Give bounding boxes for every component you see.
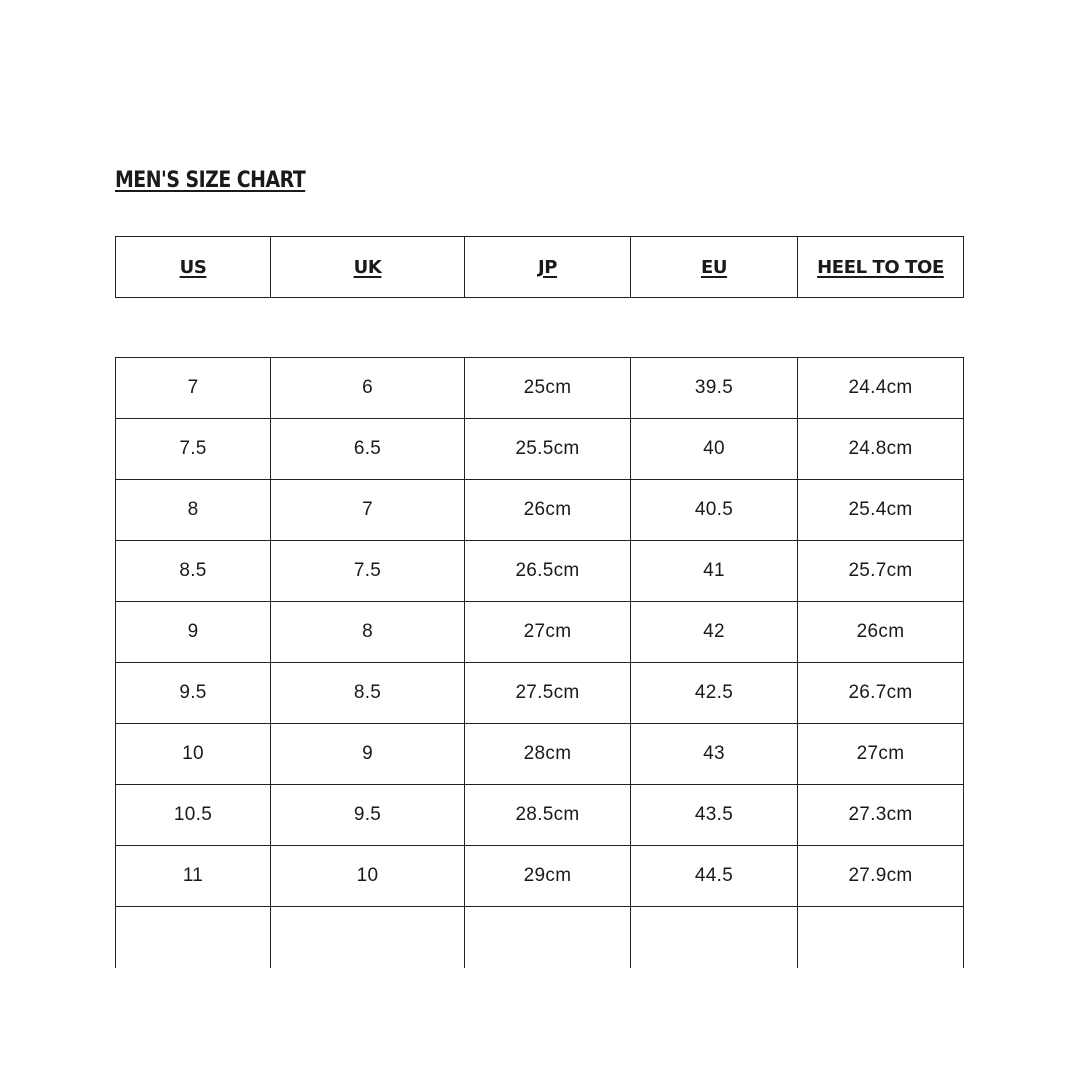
table-row <box>116 724 964 785</box>
cell-us: 7.5 <box>116 419 271 480</box>
cell-us: 7 <box>116 358 271 419</box>
cell-us: 8 <box>116 480 271 541</box>
cell-jp: 26.5cm <box>465 541 631 602</box>
cell-eu: 39.5 <box>631 358 798 419</box>
cell-heel-to-toe: 25.4cm <box>798 480 964 541</box>
cell-continuation <box>798 907 964 968</box>
cell-heel-to-toe: 26.7cm <box>798 663 964 724</box>
cell-jp: 28cm <box>465 724 631 785</box>
cell-us: 10.5 <box>116 785 271 846</box>
size-rows <box>116 358 964 968</box>
table-row <box>116 541 964 602</box>
cell-uk: 8 <box>271 602 465 663</box>
cell-uk: 9.5 <box>271 785 465 846</box>
size-chart-body <box>115 357 964 968</box>
cell-us: 9.5 <box>116 663 271 724</box>
cell-eu: 44.5 <box>631 846 798 907</box>
cell-eu: 42.5 <box>631 663 798 724</box>
cell-continuation <box>465 907 631 968</box>
cell-uk: 6 <box>271 358 465 419</box>
cell-heel-to-toe: 27.9cm <box>798 846 964 907</box>
cell-eu: 43 <box>631 724 798 785</box>
table-row <box>116 663 964 724</box>
cell-heel-to-toe: 24.4cm <box>798 358 964 419</box>
table-row <box>116 480 964 541</box>
cell-heel-to-toe: 27cm <box>798 724 964 785</box>
column-header-heel-to-toe: HEEL TO TOE <box>798 237 964 298</box>
cell-continuation <box>631 907 798 968</box>
cell-us: 10 <box>116 724 271 785</box>
column-header-eu: EU <box>631 237 798 298</box>
cell-jp: 25.5cm <box>465 419 631 480</box>
cell-us: 9 <box>116 602 271 663</box>
table-row <box>116 785 964 846</box>
cell-continuation <box>116 907 271 968</box>
cell-uk: 7.5 <box>271 541 465 602</box>
cell-jp: 28.5cm <box>465 785 631 846</box>
cell-eu: 43.5 <box>631 785 798 846</box>
cell-us: 11 <box>116 846 271 907</box>
cell-jp: 25cm <box>465 358 631 419</box>
cell-jp: 27cm <box>465 602 631 663</box>
cell-heel-to-toe: 26cm <box>798 602 964 663</box>
cell-heel-to-toe: 25.7cm <box>798 541 964 602</box>
cell-jp: 26cm <box>465 480 631 541</box>
table-row <box>116 846 964 907</box>
cell-us: 8.5 <box>116 541 271 602</box>
cell-uk: 8.5 <box>271 663 465 724</box>
cell-uk: 9 <box>271 724 465 785</box>
cell-eu: 42 <box>631 602 798 663</box>
cell-heel-to-toe: 27.3cm <box>798 785 964 846</box>
column-header-us: US <box>116 237 271 298</box>
cell-continuation <box>271 907 465 968</box>
table-row-continuation <box>116 907 964 968</box>
cell-eu: 41 <box>631 541 798 602</box>
cell-eu: 40.5 <box>631 480 798 541</box>
cell-jp: 27.5cm <box>465 663 631 724</box>
page-title: MEN'S SIZE CHART <box>115 168 306 193</box>
table-row <box>116 602 964 663</box>
column-header-jp: JP <box>465 237 631 298</box>
column-header-uk: UK <box>271 237 465 298</box>
table-row <box>116 358 964 419</box>
header-row <box>116 237 964 298</box>
size-chart-header <box>115 236 964 298</box>
cell-eu: 40 <box>631 419 798 480</box>
table-row <box>116 419 964 480</box>
cell-uk: 7 <box>271 480 465 541</box>
cell-heel-to-toe: 24.8cm <box>798 419 964 480</box>
cell-uk: 6.5 <box>271 419 465 480</box>
cell-uk: 10 <box>271 846 465 907</box>
cell-jp: 29cm <box>465 846 631 907</box>
